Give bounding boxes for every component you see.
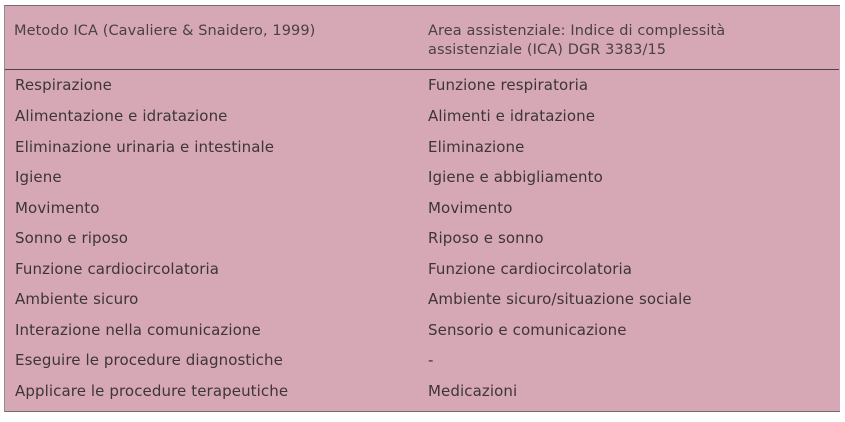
row-left-cell: Respirazione xyxy=(15,76,112,94)
row-left-cell: Interazione nella comunicazione xyxy=(15,320,261,339)
row-left-cell: Applicare le procedure terapeutiche xyxy=(15,381,289,400)
table-header xyxy=(5,6,839,70)
row-right-cell: Medicazioni xyxy=(428,381,518,400)
table-row xyxy=(5,315,839,346)
row-right-cell: Funzione respiratoria xyxy=(428,76,589,94)
row-right-cell: Ambiente sicuro/situazione sociale xyxy=(428,290,692,308)
row-right-cell: Alimenti e idratazione xyxy=(428,107,596,125)
row-right-cell: Eliminazione xyxy=(428,137,525,156)
row-left-cell: Sonno e riposo xyxy=(15,229,129,247)
comparison-table xyxy=(4,5,840,412)
row-left-cell: Alimentazione e idratazione xyxy=(15,107,228,125)
row-left-cell: Ambiente sicuro xyxy=(15,290,139,308)
table-row xyxy=(5,345,839,376)
row-left-cell: Eliminazione urinaria e intestinale xyxy=(15,137,275,156)
row-right-cell: Movimento xyxy=(428,198,513,217)
table-row xyxy=(5,254,839,285)
header-left: Metodo ICA (Cavaliere & Snaidero, 1999) xyxy=(14,23,316,39)
row-right-cell: Sensorio e comunicazione xyxy=(428,320,627,339)
table-row xyxy=(5,132,839,163)
row-left-cell: Eseguire le procedure diagnostiche xyxy=(15,351,283,369)
row-right-cell: Funzione cardiocircolatoria xyxy=(428,259,633,278)
table-row xyxy=(5,101,839,132)
row-left-cell: Funzione cardiocircolatoria xyxy=(15,259,220,278)
table-row xyxy=(5,376,839,407)
header-right: Area assistenziale: Indice di complessità assistenziale (ICA) DGR 3383/15 xyxy=(428,23,726,58)
table-row xyxy=(5,284,839,315)
row-left-cell: Igiene xyxy=(15,168,62,186)
row-right-cell: Igiene e abbigliamento xyxy=(428,168,603,186)
table-row xyxy=(5,223,839,254)
table-row xyxy=(5,193,839,224)
table-row xyxy=(5,70,839,101)
row-right-cell: Riposo e sonno xyxy=(428,229,544,247)
row-left-cell: Movimento xyxy=(15,198,100,217)
table-row xyxy=(5,162,839,193)
row-right-cell: - xyxy=(428,351,434,369)
